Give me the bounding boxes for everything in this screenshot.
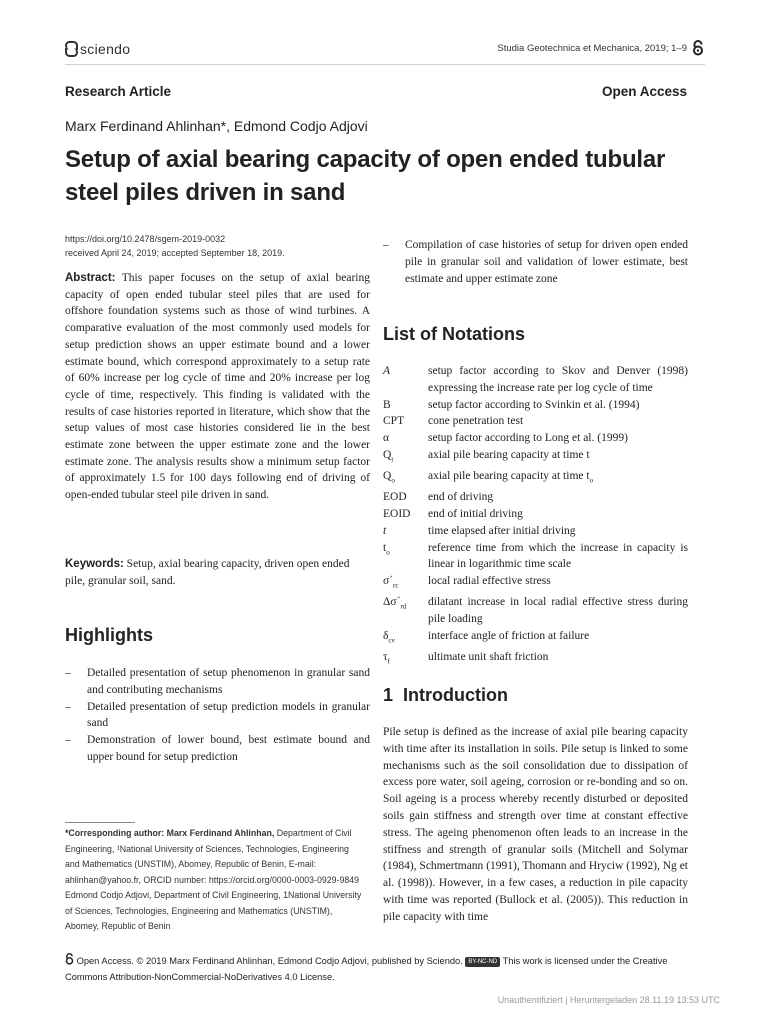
notation-row: $\tau_f$ ultimate unit shaft friction [383,650,549,666]
list-item: – Detailed presentation of setup prediction models in granular sand [65,700,370,730]
publisher-name: sciendo [80,41,131,57]
notation-row: $Q_t$ axial pile bearing capacity at time t [383,448,590,464]
abstract-label: Abstract: [65,272,116,284]
introduction-text: Pile setup is defined as the increase of axial pile bearing capacity with time after its installation in soils. Pile setup is linked to some mechanisms such as the soil consolidation due to dissipation of excess pore water, soil ageing, corrosion or re-bonding and so on. Soil ageing is a process whereby recently disturbed or deposited soils gain stiffness and strength over time at constant effective stress. The ageing phenomenon often leads to an increase in the stiffness and strength of granular soils (Mitchell and Solymar (1984), Schmertmann (1991), Thomann and Hryciw (1992), Ng et al. (1998)). However, in a few cases, a reduction in pile capacity with time was reported (Bullock et al. (2005)). This reduction in pile capacity with time [383,726,688,923]
notation-row: $\Delta\sigma´_{rd}$ dilatant increase in local radial effective stress during pile loading [383,596,688,626]
section-number: 1 [383,685,394,705]
notation-row: $t_o$ reference time from which the increase in capacity is linear in logarithmic time scale [383,541,688,571]
license-note [65,953,705,985]
keywords [65,556,370,589]
keywords-label: Keywords: [65,558,124,570]
list-item: – Demonstration of lower bound, best estimate bound and upper bound for setup prediction [65,734,370,763]
introduction-heading [383,685,508,706]
corresponding-label: *Corresponding author: Marx Ferdinand Ahlinhan, [65,828,275,838]
notation-row: A setup factor according to Skov and Denver (1998) expressing the increase rate per log cycle of time [383,365,688,394]
notation-row: t time elapsed after initial driving [383,524,576,537]
notation-row: $Q_o$ axial pile bearing capacity at time $t_o$ [383,470,594,485]
notation-row: $\sigma´_{rc}$ local radial effective stress [383,575,551,590]
corresponding-author-note [65,826,365,935]
list-item: – Compilation of case histories of setup for driven open ended pile in granular soil and validation of lower estimate, best estimate and upper estimate zone [383,239,688,285]
notation-row: EOID end of initial driving [383,507,523,520]
section-title: Introduction [403,685,509,705]
open-access-small-icon [65,953,74,965]
open-access-label: Open Access [601,84,687,99]
notations-list [383,363,688,670]
notation-row: CPT cone penetration test [383,415,524,428]
cc-license-badge[interactable]: BY-NC-ND [465,957,500,967]
publisher-logo [65,41,130,57]
footnote-divider [65,822,135,823]
notation-row: α setup factor according to Long et al. (1999) [383,432,628,445]
notation-row: EOD end of driving [383,491,494,504]
corresponding-text: Department of Civil Engineering, ¹National University of Sciences, Technologies, Engineering and Mathematics (UNSTIM), Abomey, Republic of Benin, E-mail: ahlinhan@yahoo.fr, ORCID number: https://orcid.org/0000-0003-0929-9849 [65,828,360,885]
doi-link[interactable]: https://doi.org/10.2478/sgem-2019-0032 [65,234,226,244]
license-text-2: This work is licensed under the Creative Commons Attribution-NonCommercial-NoDerivatives 4.0 License. [65,956,668,982]
open-access-icon [692,40,704,56]
keywords-text: Setup, axial bearing capacity, driven open ended pile, granular soil, sand. [65,558,350,587]
abstract [65,270,370,504]
second-author-affiliation: Edmond Codjo Adjovi, Department of Civil Engineering, 1National University of Sciences, Technologies, Engineering and Mathematics (UNSTIM), Abomey, Republic of Benin [65,890,362,931]
header-divider [65,64,705,65]
abstract-text: This paper focuses on the setup of axial bearing capacity of open ended tubular steel piles that are used for offshore foundation systems such as those of wind turbines. A comparative evaluation of the most commonly used models for setup prediction shows an upper estimate bound and a lower estimate bound, which correspond approximately to a setup rate of 60% increase per log cycle of time and 20% increase per log cycle of time, respectively. This finding is validated with the results of case histories reported in literature, which show that the setup values of most case histories considered lie in the best estimate zone between the upper estimate zone and the lower estimate zone. The analysis results show a minimum setup factor of approximately 1.5 for 100 days following end of driving of open-ended tubular steel pile driven in sand. [65,272,370,502]
article-type: Research Article [65,84,172,99]
notation-row: $\delta_{cv}$ interface angle of friction at failure [383,629,590,645]
download-stamp: Unauthentifiziert | Heruntergeladen 28.11.19 13:53 UTC [497,995,720,1005]
notations-heading: List of Notations [383,324,525,344]
notation-row: B setup factor according to Svinkin et al. (1994) [383,398,640,411]
highlights-heading: Highlights [65,625,153,645]
page-title: Setup of axial bearing capacity of open ended tubular steel piles driven in sand [65,146,666,206]
list-item: – Detailed presentation of setup phenomenon in granular sand and contributing mechanisms [65,667,370,696]
highlights-continued [383,237,688,287]
doi-block [65,232,285,260]
author-list: Marx Ferdinand Ahlinhan*, Edmond Codjo Adjovi [65,118,368,134]
received-dates: received April 24, 2019; accepted September 18, 2019. [65,248,285,258]
highlights-list [65,665,370,766]
journal-citation: Studia Geotechnica et Mechanica, 2019; 1–9 [497,43,687,54]
sciendo-logo-icon [65,41,76,57]
license-text-1: Open Access. © 2019 Marx Ferdinand Ahlinhan, Edmond Codjo Adjovi, published by Sciendo. [76,956,463,966]
